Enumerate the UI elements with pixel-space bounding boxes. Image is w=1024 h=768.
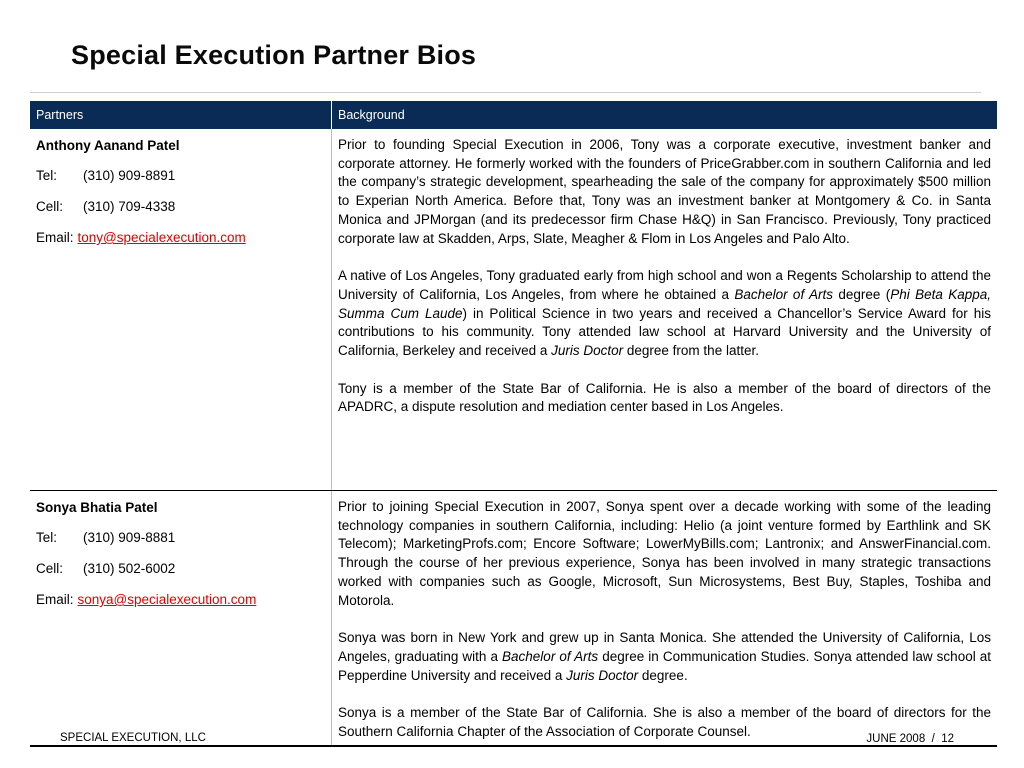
email-label: Email: (36, 592, 74, 607)
partner-background-cell (332, 129, 997, 490)
tel-label: Tel: (36, 530, 58, 545)
partner-name: Anthony Aanand Patel (36, 138, 180, 153)
cell-label: Cell: (36, 199, 64, 214)
bio-paragraph: Tony is a member of the State Bar of California. He is also a member of the board of directors of the APADRC, a dispute resolution and mediation center based in Los Angeles. (338, 380, 991, 415)
partner-email (36, 229, 331, 247)
column-header-partners: Partners (30, 101, 332, 129)
partner-bios-table (30, 101, 997, 747)
partner-email (36, 591, 331, 609)
bio-paragraph: Sonya was born in New York and grew up in Santa Monica. She attended the University of California, Los Angeles, graduating with a Bachelor of Arts degree in Communication Studies. Sonya attended law school at Pepperdine University and received a Juris Doctor degree. (338, 630, 992, 683)
footer-separator: / (931, 733, 935, 745)
cell-value: (310) 709-4338 (83, 199, 176, 214)
bio-paragraph: A native of Los Angeles, Tony graduated early from high school and won a Regents Scholarship to attend the University of California, Los Angeles, from where he obtained a Bachelor of Arts degree (Phi Beta Kappa, Summa Cum Laude) in Political Science in two years and received a Chancellor’s Service Award for his contributions to his community. Tony attended law school at Harvard University and the University of California, Berkeley and received a Juris Doctor degree from the latter. (338, 268, 991, 359)
page-title: Special Execution Partner Bios (71, 40, 477, 70)
bio-paragraph: Prior to founding Special Execution in 2006, Tony was a corporate executive, investment banker and corporate attorney. He formerly worked with the founders of PriceGrabber.com in southern California and led the company’s strategic development, spearheading the sale of the company for approximately $500 million to Experian North America. Before that, Tony was an investment banker at Montgomery & Co. in Santa Monica and JPMorgan (and its predecessor firm Chase H&Q) in San Francisco. Previously, Tony practiced corporate law at Skadden, Arps, Slate, Meagher & Flom in Los Angeles and Palo Alto. (338, 137, 991, 246)
bio-paragraph: Prior to joining Special Execution in 2007, Sonya spent over a decade working with some of the leading technology companies in southern California, including: Helio (a joint venture formed by Earthlink and SK Telecom); MarketingProfs.com; Encore Software; LowerMyBills.com; Lantronix; and AnswerFinancial.com. Through the course of her previous experience, Sonya has been involved in many strategic transactions worked with companies such as Google, Microsoft, Sun Microsystems, Best Buy, Staples, Toshiba and Motorola. (338, 499, 991, 608)
partner-cell (36, 560, 331, 578)
table-row (30, 490, 997, 747)
partner-name: Sonya Bhatia Patel (36, 500, 158, 515)
tel-value: (310) 909-8891 (83, 168, 176, 183)
tel-label: Tel: (36, 168, 58, 183)
column-header-background: Background (338, 108, 405, 122)
partner-tel (36, 167, 331, 185)
footer-page-info (866, 733, 954, 745)
title-divider (30, 92, 981, 93)
email-link[interactable]: sonya@specialexecution.com (77, 592, 257, 607)
partner-contact-cell (30, 129, 332, 490)
partner-background-cell (332, 491, 997, 745)
table-header (30, 101, 997, 129)
partner-tel (36, 529, 331, 547)
email-label: Email: (36, 230, 74, 245)
partner-cell (36, 198, 331, 216)
footer-company: SPECIAL EXECUTION, LLC (60, 732, 206, 744)
email-link[interactable]: tony@specialexecution.com (77, 230, 246, 245)
partner-contact-cell (30, 491, 332, 745)
cell-value: (310) 502-6002 (83, 561, 176, 576)
tel-value: (310) 909-8881 (83, 530, 176, 545)
table-row (30, 129, 997, 490)
page-number: 12 (941, 733, 954, 745)
cell-label: Cell: (36, 561, 64, 576)
footer-date: JUNE 2008 (866, 733, 926, 745)
bio-paragraph: Sonya is a member of the State Bar of California. She is also a member of the board of directors for the Southern California Chapter of the Association of Corporate Counsel. (338, 705, 991, 740)
